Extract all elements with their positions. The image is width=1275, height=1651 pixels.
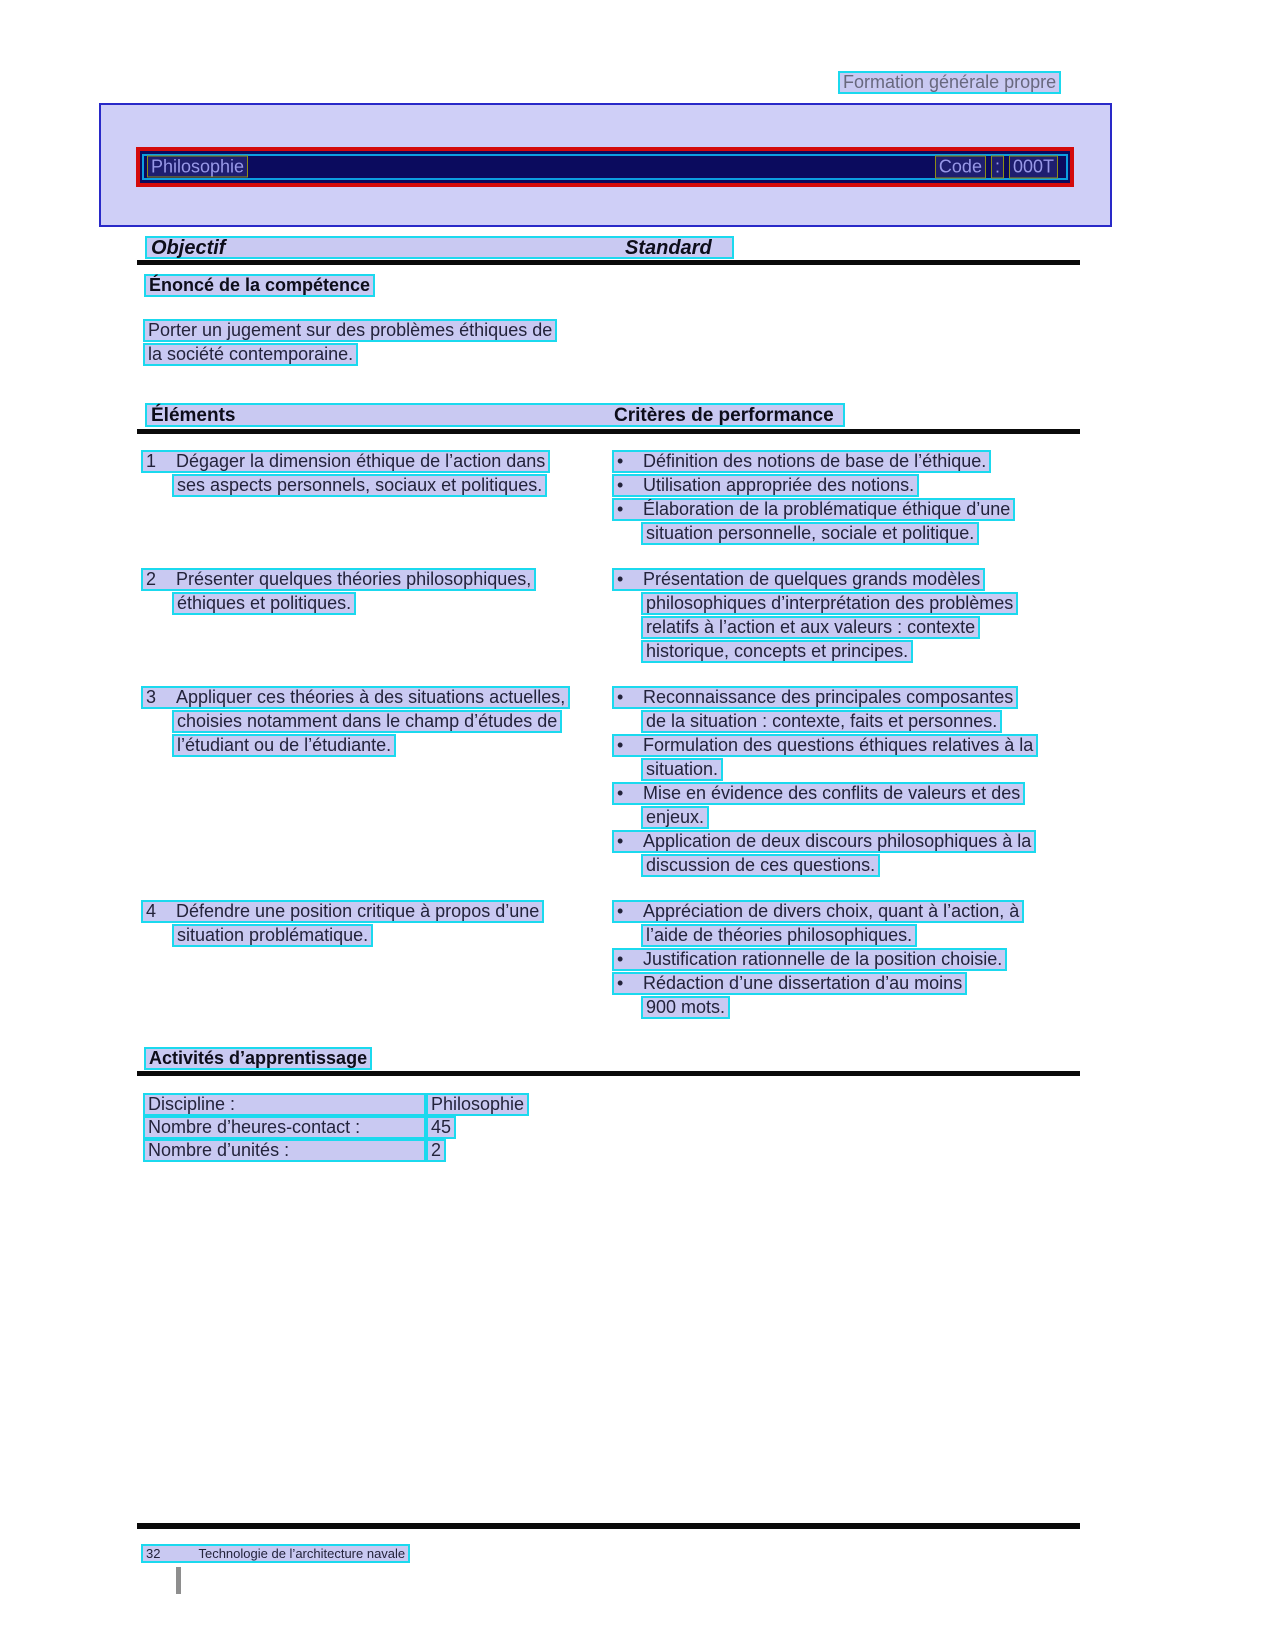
- objectif-heading: Objectif: [151, 237, 226, 259]
- critere-text: Présentation de quelques grands modèles: [643, 569, 981, 589]
- elements-heading: Éléments: [151, 405, 236, 426]
- code-separator: :: [991, 156, 1004, 179]
- activity-label: Discipline :: [143, 1093, 426, 1116]
- criteres-cell: [612, 900, 1080, 1020]
- element-number: 2: [146, 569, 157, 589]
- element-text: Dégager la dimension éthique de l’action dans: [176, 451, 546, 471]
- footer-rule: [137, 1523, 1080, 1529]
- activities-table: [143, 1093, 529, 1162]
- element-line: éthiques et politiques.: [172, 592, 356, 615]
- element-cell: [141, 450, 612, 546]
- page-footer: [141, 1544, 410, 1563]
- competence-table: [141, 450, 1080, 1042]
- critere-text: Appréciation de divers choix, quant à l’action, à: [643, 901, 1020, 921]
- critere-line: situation personnelle, sociale et politique.: [641, 522, 979, 545]
- critere-line: [612, 450, 991, 473]
- divider-rule: [137, 260, 1080, 265]
- bullet-icon: •: [617, 901, 624, 921]
- program-name: Technologie de l’architecture navale: [198, 1546, 406, 1561]
- critere-line: [612, 830, 1036, 853]
- critere-text: Justification rationnelle de la position choisie.: [643, 949, 1003, 969]
- critere-text: Définition des notions de base de l’éthique.: [643, 451, 987, 471]
- element-line: ses aspects personnels, sociaux et politiques.: [172, 474, 547, 497]
- table-row: [141, 568, 1080, 664]
- element-text: Défendre une position critique à propos d’une: [176, 901, 540, 921]
- critere-line: [612, 948, 1007, 971]
- critere-line: [612, 474, 919, 497]
- element-cell: [141, 900, 612, 1020]
- bullet-icon: •: [617, 687, 624, 707]
- text-cursor-mark: [176, 1567, 181, 1594]
- critere-line: [612, 782, 1025, 805]
- element-line: [141, 686, 570, 709]
- code-value: 000T: [1009, 156, 1058, 179]
- table-row: [141, 686, 1080, 878]
- element-line: l’étudiant ou de l’étudiante.: [172, 734, 396, 757]
- bullet-icon: •: [617, 735, 624, 755]
- critere-line: situation.: [641, 758, 723, 781]
- criteres-cell: [612, 568, 1080, 664]
- element-cell: [141, 686, 612, 878]
- standard-heading: Standard: [625, 237, 712, 259]
- bullet-icon: •: [617, 973, 624, 993]
- element-line: situation problématique.: [172, 924, 373, 947]
- activity-row: [143, 1093, 529, 1116]
- critere-line: [612, 734, 1038, 757]
- critere-line: [612, 568, 985, 591]
- activity-row: [143, 1139, 529, 1162]
- formation-generale-label: Formation générale propre: [838, 71, 1061, 94]
- divider-rule: [137, 429, 1080, 434]
- critere-text: Formulation des questions éthiques relatives à la: [643, 735, 1034, 755]
- critere-text: Rédaction d’une dissertation d’au moins: [643, 973, 963, 993]
- critere-line: enjeux.: [641, 806, 709, 829]
- element-text: Appliquer ces théories à des situations actuelles,: [176, 687, 566, 707]
- critere-text: Élaboration de la problématique éthique d’une: [643, 499, 1011, 519]
- element-cell: [141, 568, 612, 664]
- table-row: [141, 450, 1080, 546]
- activity-value: 45: [426, 1116, 456, 1139]
- course-title-bar: [136, 147, 1074, 187]
- bullet-icon: •: [617, 451, 624, 471]
- element-line: choisies notamment dans le champ d’études de: [172, 710, 562, 733]
- activity-label: Nombre d’unités :: [143, 1139, 426, 1162]
- element-line: [141, 568, 536, 591]
- critere-line: [612, 498, 1015, 521]
- elements-criteres-header-band: [145, 403, 845, 427]
- criteres-cell: [612, 686, 1080, 878]
- critere-line: philosophiques d’interprétation des problèmes: [641, 592, 1018, 615]
- objectif-standard-header-band: [145, 236, 734, 259]
- bullet-icon: •: [617, 831, 624, 851]
- element-number: 3: [146, 687, 157, 707]
- code-label: Code: [935, 156, 986, 179]
- critere-line: [612, 686, 1018, 709]
- course-code-group: [935, 156, 1058, 179]
- ocr-line-box: [142, 154, 1068, 180]
- statement-line: la société contemporaine.: [143, 343, 358, 366]
- criteres-heading: Critères de performance: [614, 405, 834, 426]
- critere-line: historique, concepts et principes.: [641, 640, 913, 663]
- element-number: 1: [146, 451, 157, 471]
- element-line: [141, 900, 544, 923]
- statement-line: Porter un jugement sur des problèmes éthiques de: [143, 319, 557, 342]
- competence-statement: [143, 319, 557, 367]
- element-number: 4: [146, 901, 157, 921]
- bullet-icon: •: [617, 949, 624, 969]
- bullet-icon: •: [617, 569, 624, 589]
- course-title: Philosophie: [147, 156, 248, 178]
- table-row: [141, 900, 1080, 1020]
- critere-line: de la situation : contexte, faits et personnes.: [641, 710, 1002, 733]
- critere-text: Mise en évidence des conflits de valeurs et des: [643, 783, 1021, 803]
- critere-text: Utilisation appropriée des notions.: [643, 475, 915, 495]
- bullet-icon: •: [617, 499, 624, 519]
- activity-label: Nombre d’heures-contact :: [143, 1116, 426, 1139]
- critere-line: discussion de ces questions.: [641, 854, 880, 877]
- critere-line: l’aide de théories philosophiques.: [641, 924, 917, 947]
- bullet-icon: •: [617, 783, 624, 803]
- page-number: 32: [146, 1546, 161, 1561]
- element-text: Présenter quelques théories philosophiques,: [176, 569, 532, 589]
- activities-heading: Activités d’apprentissage: [144, 1047, 372, 1070]
- divider-rule: [137, 1071, 1080, 1076]
- activity-row: [143, 1116, 529, 1139]
- activity-value: Philosophie: [426, 1093, 529, 1116]
- critere-line: relatifs à l’action et aux valeurs : contexte: [641, 616, 980, 639]
- critere-text: Application de deux discours philosophiques à la: [643, 831, 1032, 851]
- competence-heading: Énoncé de la compétence: [144, 274, 375, 297]
- critere-text: Reconnaissance des principales composantes: [643, 687, 1014, 707]
- critere-line: [612, 972, 967, 995]
- critere-line: [612, 900, 1024, 923]
- bullet-icon: •: [617, 475, 624, 495]
- course-header-box: [99, 103, 1112, 227]
- element-line: [141, 450, 550, 473]
- activity-value: 2: [426, 1139, 446, 1162]
- critere-line: 900 mots.: [641, 996, 730, 1019]
- criteres-cell: [612, 450, 1080, 546]
